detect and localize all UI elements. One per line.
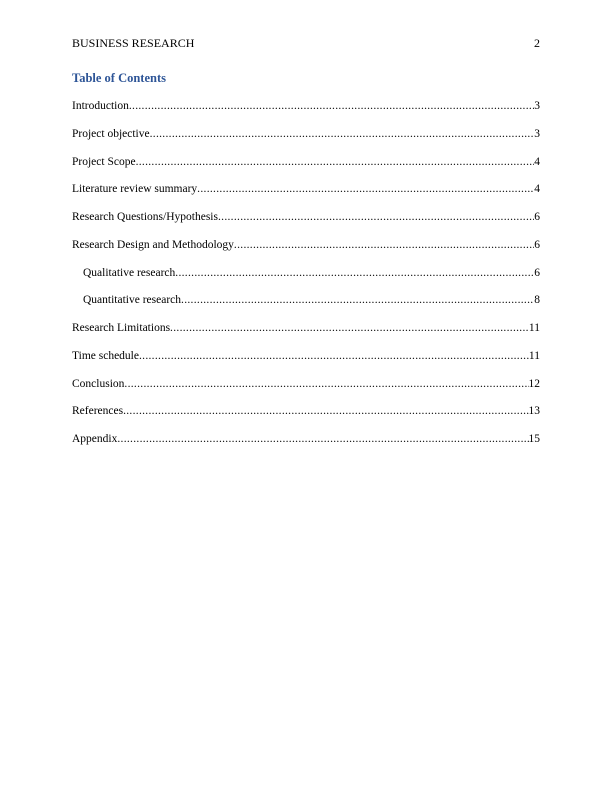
toc-entry-label: Conclusion xyxy=(72,377,125,390)
toc-entry-introduction[interactable] xyxy=(72,99,540,127)
toc-entry-page: 11 xyxy=(528,349,540,362)
toc-entry-label: Literature review summary xyxy=(72,183,198,196)
toc-entry-label: Appendix xyxy=(72,433,118,445)
toc-entry-page: 6 xyxy=(534,211,540,223)
dot-leader xyxy=(150,127,535,141)
page-header xyxy=(72,36,540,52)
toc-entry-label: Qualitative research xyxy=(83,266,176,279)
toc-entry-page: 6 xyxy=(534,266,540,279)
toc-entry-time-schedule[interactable] xyxy=(72,349,540,377)
dot-leader xyxy=(197,182,534,196)
dot-leader xyxy=(129,99,534,113)
toc-heading: Table of Contents xyxy=(72,71,166,85)
toc-entry-page: 3 xyxy=(534,100,540,112)
dot-leader xyxy=(181,293,534,307)
table-of-contents xyxy=(72,99,540,460)
dot-leader xyxy=(136,155,535,169)
toc-entry-label: Time schedule xyxy=(72,349,139,362)
toc-entry-research-questions[interactable] xyxy=(72,210,540,238)
toc-entry-label: Project Scope xyxy=(72,155,136,168)
dot-leader xyxy=(123,404,528,418)
toc-entry-page: 13 xyxy=(528,405,540,418)
toc-entry-label: Quantitative research xyxy=(83,294,182,307)
toc-entry-page: 15 xyxy=(528,433,540,445)
toc-entry-page: 3 xyxy=(534,127,540,140)
running-head-title: BUSINESS RESEARCH xyxy=(72,36,195,50)
toc-entry-conclusion[interactable] xyxy=(72,377,540,405)
dot-leader xyxy=(170,321,529,335)
toc-entry-project-objective[interactable] xyxy=(72,127,540,155)
toc-entry-label: Research Design and Methodology xyxy=(72,238,234,251)
toc-entry-page: 11 xyxy=(528,322,540,334)
dot-leader xyxy=(234,238,534,252)
dot-leader xyxy=(218,210,534,224)
toc-entry-appendix[interactable] xyxy=(72,432,540,460)
toc-entry-label: Research Questions/Hypothesis xyxy=(72,211,218,223)
page-number: 2 xyxy=(534,36,540,50)
toc-entry-label: References xyxy=(72,405,124,418)
toc-entry-research-design[interactable] xyxy=(72,238,540,266)
toc-entry-label: Research Limitations xyxy=(72,322,171,334)
toc-entry-label: Project objective xyxy=(72,127,150,140)
toc-entry-page: 8 xyxy=(534,294,540,307)
toc-entry-literature-review-summary[interactable] xyxy=(72,182,540,210)
toc-entry-qualitative-research[interactable] xyxy=(72,266,540,294)
toc-entry-page: 12 xyxy=(528,377,540,390)
dot-leader xyxy=(175,266,534,280)
toc-entry-page: 6 xyxy=(534,238,540,251)
toc-entry-label: Introduction xyxy=(72,100,129,112)
dot-leader xyxy=(117,432,528,446)
dot-leader xyxy=(124,377,528,391)
toc-entry-references[interactable] xyxy=(72,404,540,432)
dot-leader xyxy=(139,349,529,363)
toc-entry-project-scope[interactable] xyxy=(72,155,540,183)
toc-entry-quantitative-research[interactable] xyxy=(72,293,540,321)
toc-entry-page: 4 xyxy=(534,155,540,168)
toc-entry-page: 4 xyxy=(534,183,540,196)
toc-entry-research-limitations[interactable] xyxy=(72,321,540,349)
